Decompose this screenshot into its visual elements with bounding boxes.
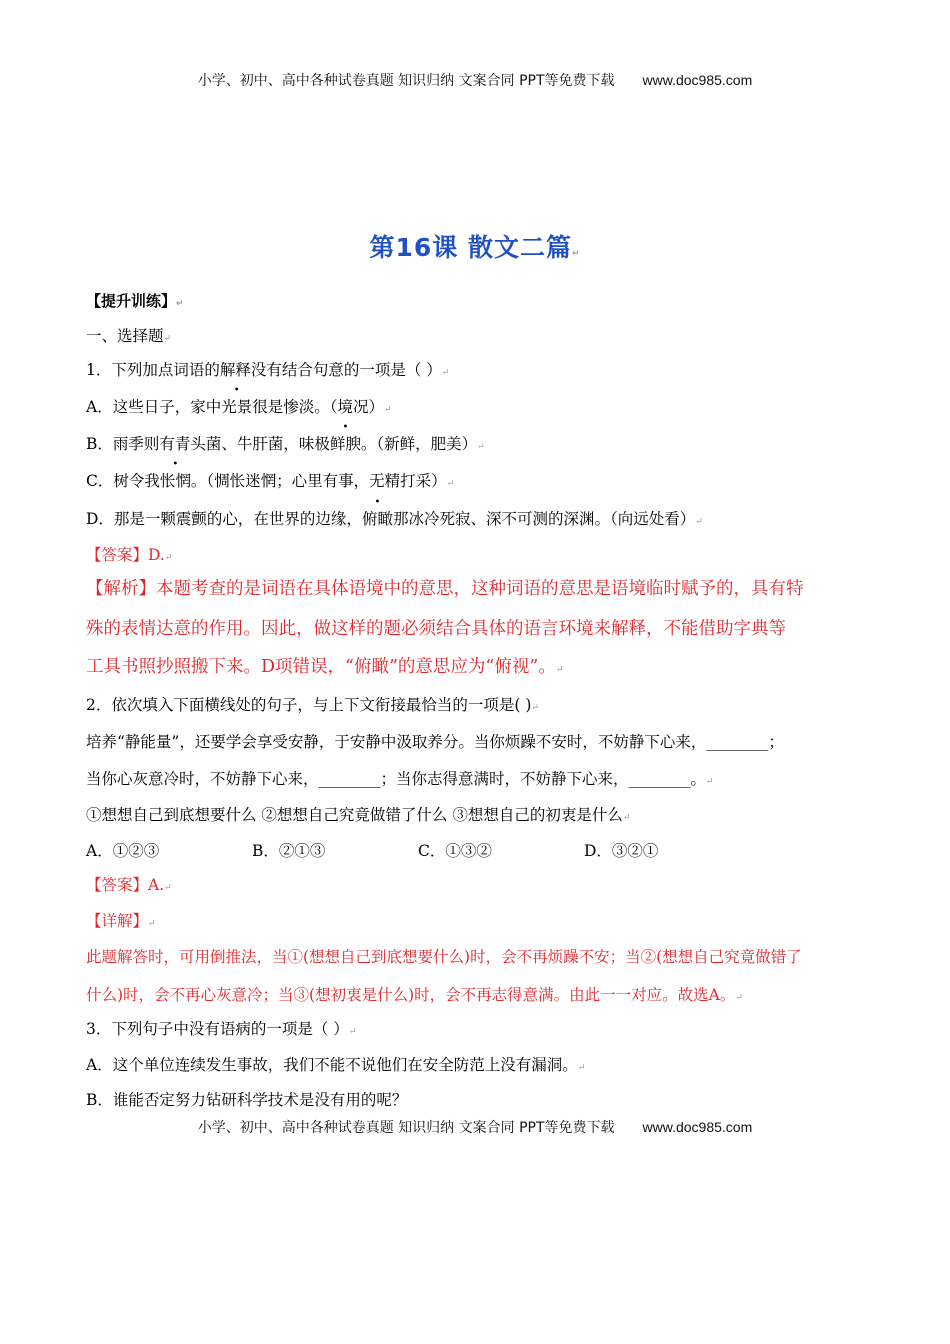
part-heading: 一、选择题↵: [86, 327, 172, 345]
q2-passage-line: 培养“静能量”，还要学会享受安静，于安静中汲取养分。当你烦躁不安时，不妨静下心来，________；: [86, 733, 784, 751]
q2-option: B．②①③: [252, 842, 326, 860]
q1-option-d: D．那是一颗震颤的心，在世界的边缘，俯瞰那冰冷死寂、深不可测的深渊。（向远处看）↵: [86, 510, 703, 528]
q2-options: [86, 840, 876, 862]
q2-detail-line: 什么)时，会不再心灰意冷；当③(想初衷是什么)时，会不再志得意满。由此一一对应。故选A。↵: [86, 986, 743, 1004]
q1-analysis-line: 殊的表情达意的作用。因此，做这样的题必须结合具体的语言环境来解释，不能借助字典等: [86, 619, 786, 639]
footer-text: 小学、初中、高中各种试卷真题 知识归纳 文案合同 PPT等免费下载: [197, 1120, 615, 1136]
section-heading: 【提升训练】↵: [86, 292, 184, 310]
q1-analysis-line: 工具书照抄照搬下来。D项错误，“俯瞰”的意思应为“俯视”。↵: [86, 657, 564, 677]
q2-option: D．③②①: [584, 842, 659, 860]
q2-items: ①想想自己到底想要什么 ②想想自己究竟做错了什么 ③想想自己的初衷是什么↵: [86, 806, 631, 824]
q2-detail-line: 此题解答时，可用倒推法，当①(想想自己到底想要什么)时，会不再烦躁不安；当②(想想自己究竟做错了: [86, 948, 802, 966]
footer-site[interactable]: www.doc985.com: [642, 1119, 753, 1135]
q1-dotted-word: 鲜腴: [329, 435, 361, 453]
q2-passage-line: 当你心灰意冷时，不妨静下心来，________；当你志得意满时，不妨静下心来，________。↵: [86, 770, 714, 788]
q1-option-a: A．这些日子，家中光景很是惨淡。（境况）↵: [86, 398, 392, 416]
q2-answer: 【答案】A.↵: [86, 876, 172, 894]
q2-stem: 2．依次填入下面横线处的句子，与上下文衔接最恰当的一项是( )↵: [86, 696, 539, 714]
page-footer: [0, 1117, 950, 1137]
page-title: 第16课 散文二篇↵: [369, 233, 581, 262]
q2-option: A．①②③: [86, 842, 160, 860]
header-text: 小学、初中、高中各种试卷真题 知识归纳 文案合同 PPT等免费下载: [197, 73, 615, 89]
q1-option-c: C．树令我怅惘。（惆怅迷惘；心里有事，无精打采）↵: [86, 472, 455, 490]
header-site[interactable]: www.doc985.com: [642, 72, 753, 88]
page-header: [0, 70, 950, 90]
q1-dotted-word: 俯瞰: [361, 510, 393, 528]
q1-dotted-word: 怅惘: [159, 472, 191, 490]
q1-option-b: B．雨季则有青头菌、牛肝菌，味极鲜腴。（新鲜，肥美）↵: [86, 435, 485, 453]
q2-detail-label: 【详解】↵: [86, 912, 156, 930]
q1-analysis-line: 【解析】本题考查的是词语在具体语境中的意思，这种词语的意思是语境临时赋予的，具有特: [86, 579, 804, 599]
q3-option-b: B．谁能否定努力钻研科学技术是没有用的呢？: [86, 1091, 408, 1109]
q1-answer: 【答案】D.↵: [86, 546, 173, 564]
q2-option: C．①③②: [418, 842, 492, 860]
q1-dotted-word: 光景: [221, 398, 253, 416]
q3-stem: 3．下列句子中没有语病的一项是（ ）↵: [86, 1020, 357, 1038]
q1-stem: 1．下列加点词语的解释没有结合句意的一项是（ ）↵: [86, 361, 450, 379]
q3-option-a: A．这个单位连续发生事故，我们不能不说他们在安全防范上没有漏洞。↵: [86, 1056, 586, 1074]
